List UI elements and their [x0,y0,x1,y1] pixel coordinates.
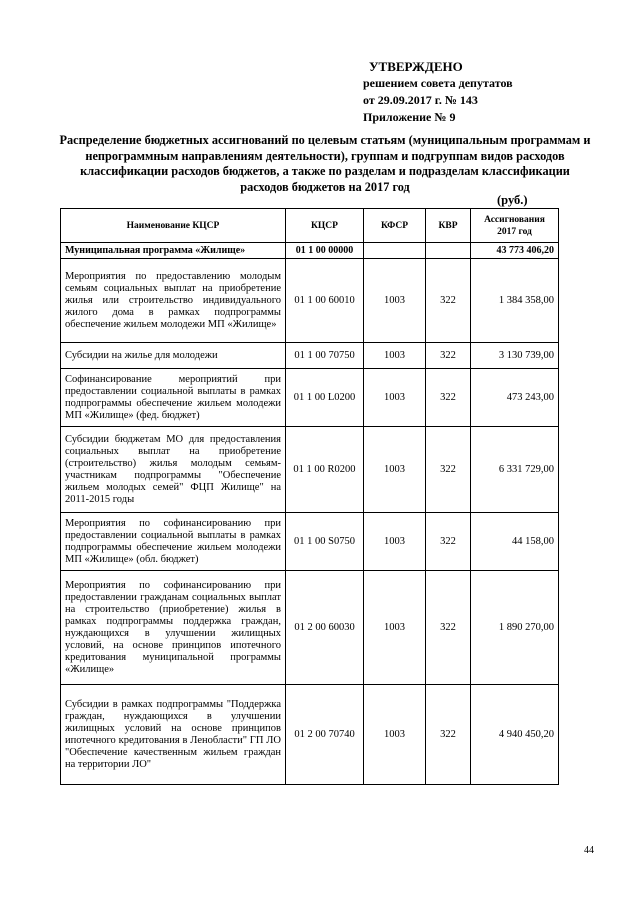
page-number: 44 [584,845,594,856]
header-amount [471,209,559,243]
approval-title: УТВЕРЖДЕНО [369,59,463,74]
table-row [61,369,559,427]
row-name: Софинансирование мероприятий при предоставлении социальной выплаты в рамках подпрограммы обеспечение жильем молодежи МП «Жилище» (фед. бюджет) [61,369,286,427]
row-kvr: 322 [426,259,471,343]
header-amount-line2: 2017 год [497,226,532,237]
row-name: Мероприятия по софинансированию при предоставлении социальной выплаты в рамках подпрограммы обеспечение жильем молодежи МП «Жилище» (обл. бюджет) [61,513,286,571]
row-amount: 3 130 739,00 [471,343,559,369]
header-name: Наименование КЦСР [61,209,286,243]
table-row [61,343,559,369]
approval-block [363,58,623,126]
row-amount: 4 940 450,20 [471,685,559,785]
row-name: Субсидии бюджетам МО для предоставления социальных выплат на приобретение (строительство) жилья молодым семьям-участникам подпрограммы "Обеспечение жильем молодых семей" ФЦП Жилище" на 2011-2015 годы [61,427,286,513]
table-row [61,571,559,685]
row-kcsr: 01 2 00 60030 [286,571,364,685]
row-kvr: 322 [426,343,471,369]
row-kcsr: 01 1 00 L0200 [286,369,364,427]
row-amount: 473 243,00 [471,369,559,427]
appendix-number: Приложение № 9 [363,110,456,124]
header-kfsr: КФСР [364,209,426,243]
row-kfsr: 1003 [364,427,426,513]
program-kvr [426,243,471,259]
row-amount: 44 158,00 [471,513,559,571]
approval-date-line: от 29.09.2017 г. № 143 [363,93,478,107]
row-kvr: 322 [426,427,471,513]
header-kcsr: КЦСР [286,209,364,243]
header-amount-line1: Ассигнования [484,214,545,225]
unit-label: (руб.) [497,193,528,207]
row-amount: 1 384 358,00 [471,259,559,343]
row-kcsr: 01 1 00 60010 [286,259,364,343]
table-row [61,685,559,785]
row-kfsr: 1003 [364,369,426,427]
program-kcsr: 01 1 00 00000 [286,243,364,259]
row-amount: 6 331 729,00 [471,427,559,513]
row-amount: 1 890 270,00 [471,571,559,685]
table-row [61,513,559,571]
row-kfsr: 1003 [364,259,426,343]
row-kfsr: 1003 [364,513,426,571]
table-row [61,427,559,513]
program-name: Муниципальная программа «Жилище» [61,243,286,259]
table-header-row [61,209,559,243]
row-name: Мероприятия по предоставлению молодым семьям социальных выплат на приобретение жилья или строительство индивидуального жилого дома в рамках подпрограммы обеспечение жильем молодежи МП «Жилище» [61,259,286,343]
approval-decision-line: решением совета депутатов [363,76,513,90]
row-kvr: 322 [426,571,471,685]
row-kcsr: 01 1 00 S0750 [286,513,364,571]
row-kcsr: 01 2 00 70740 [286,685,364,785]
program-kfsr [364,243,426,259]
table-row [61,259,559,343]
row-kcsr: 01 1 00 70750 [286,343,364,369]
row-name: Мероприятия по софинансированию при предоставлении гражданам социальных выплат на строительство (приобретение) жилья в рамках подпрограммы поддержка граждан, нуждающихся в улучшении жилищных условий, на основе принципов ипотечного кредитования муниципальной программы «Жилище» [61,571,286,685]
row-kcsr: 01 1 00 R0200 [286,427,364,513]
row-kvr: 322 [426,369,471,427]
row-kfsr: 1003 [364,571,426,685]
row-kvr: 322 [426,685,471,785]
budget-table [60,208,559,785]
document-title: Распределение бюджетных ассигнований по целевым статьям (муниципальным программам и непрограммным направлениям деятельности), группам и подгруппам видов расходов классификации расходов бюджетов, а также по разделам и подразделам классификации расходов бюджетов на 2017 год [59,133,591,194]
row-name: Субсидии на жилье для молодежи [61,343,286,369]
header-kvr: КВР [426,209,471,243]
program-row [61,243,559,259]
program-amount: 43 773 406,20 [471,243,559,259]
row-kfsr: 1003 [364,685,426,785]
row-kvr: 322 [426,513,471,571]
row-kfsr: 1003 [364,343,426,369]
row-name: Субсидии в рамках подпрограммы "Поддержка граждан, нуждающихся в улучшении жилищных условий на основе принципов ипотечного кредитования в Ленобласти" ГП ЛО "Обеспечение качественным жильем граждан на территории ЛО" [61,685,286,785]
